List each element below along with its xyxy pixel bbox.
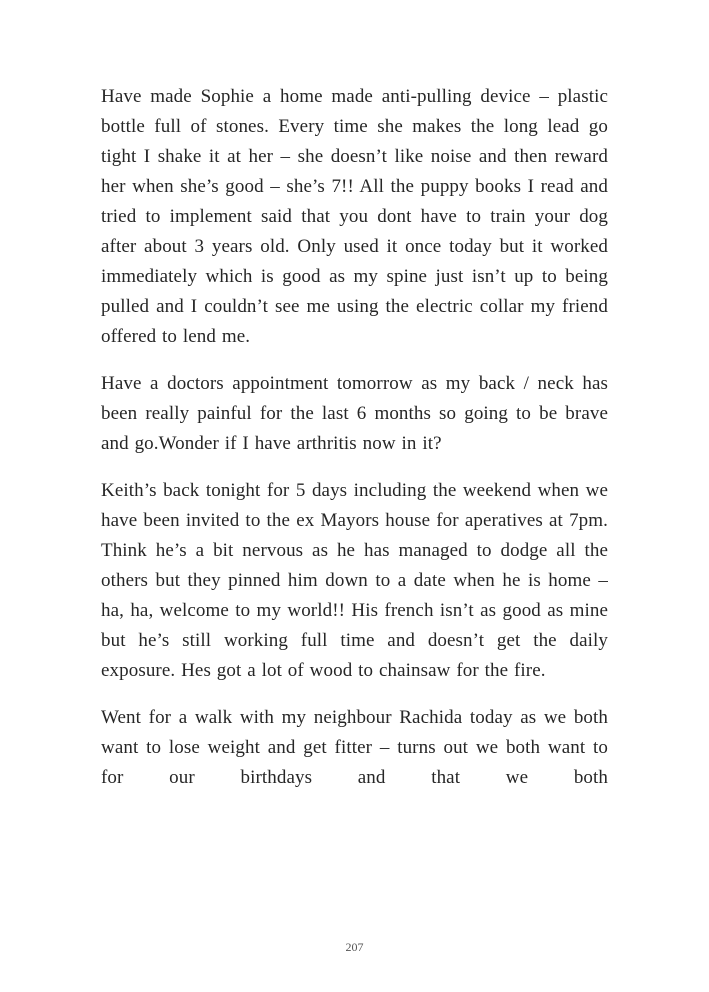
paragraph: Went for a walk with my neighbour Rachida today as we both want to lose weight and get fitter – turns out we both want to for our birthdays and that we both (101, 707, 608, 788)
page-footer (0, 938, 709, 956)
paragraph: Keith’s back tonight for 5 days including the weekend when we have been invited to the ex Mayors house for aperatives at 7pm. Think he’s a bit nervous as he has managed to dodge all the others but they pinned him down to a date when he is home – ha, ha, welcome to my world!! His french isn’t as good as mine but he’s still working full time and doesn’t get the daily exposure. Hes got a lot of wood to chainsaw for the fire. (101, 480, 608, 681)
paragraph: Have made Sophie a home made anti-pulling device – plastic bottle full of stones. Every time she makes the long lead go tight I shake it at her – she doesn’t like noise and then reward her when she’s good – she’s 7!! All the puppy books I read and tried to implement said that you dont have to train your dog after about 3 years old. Only used it once today but it worked immediately which is good as my spine just isn’t up to being pulled and I couldn’t see me using the electric collar my friend offered to lend me. (101, 86, 608, 347)
paragraph: Have a doctors appointment tomorrow as my back / neck has been really painful for the last 6 months so going to be brave and go.Wonder if I have arthritis now in it? (101, 373, 608, 454)
page-number: 207 (345, 940, 364, 954)
page-text-block (101, 82, 608, 810)
